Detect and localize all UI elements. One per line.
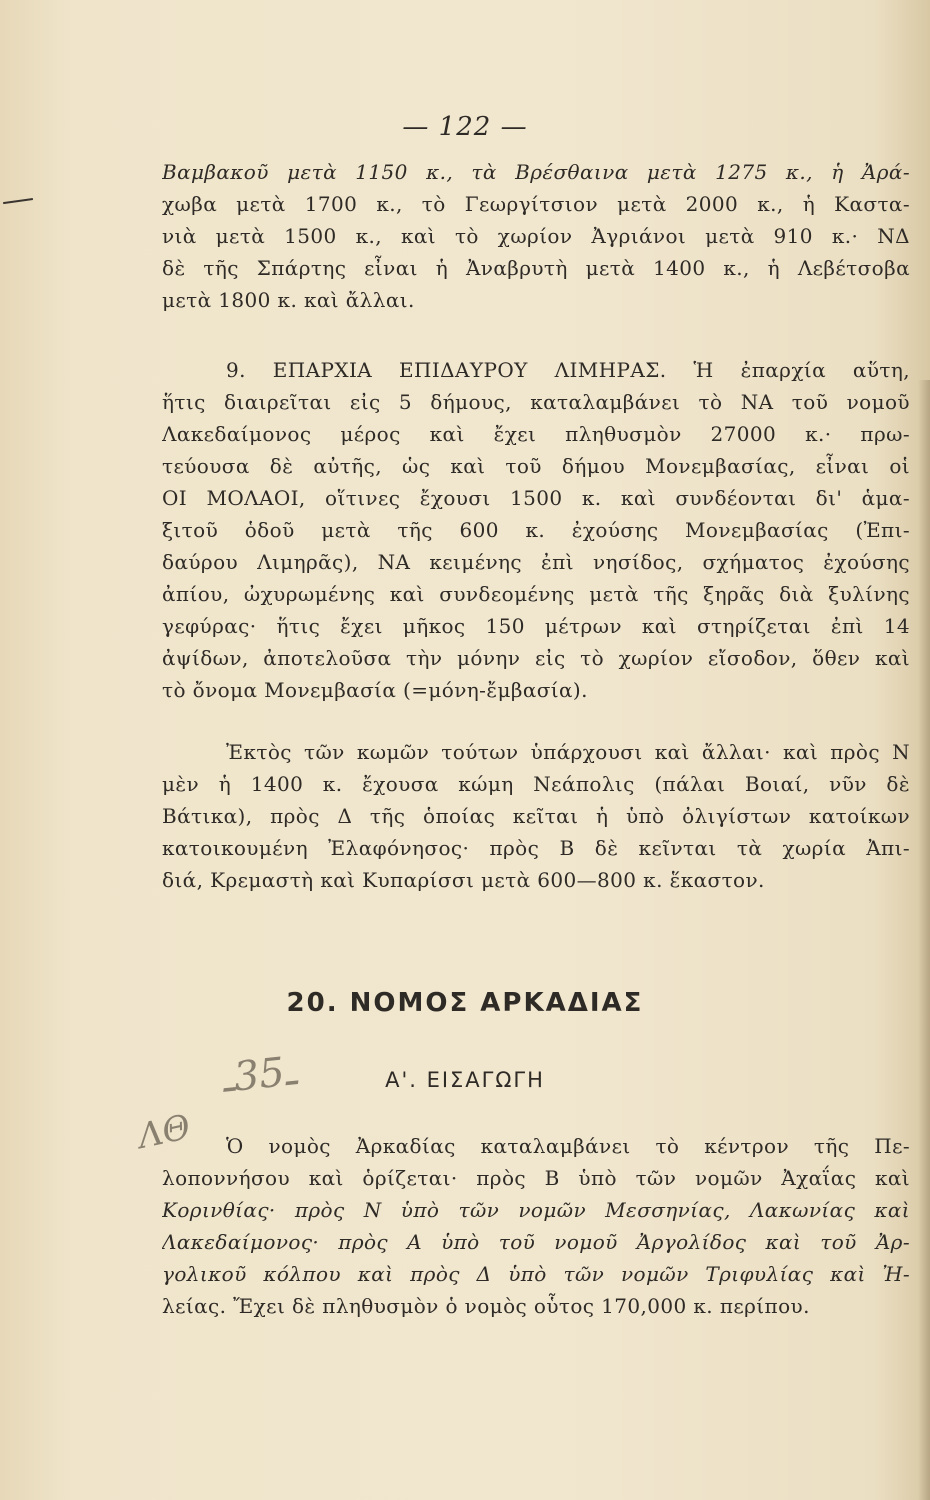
pencil-annotation: ΛΘ bbox=[134, 1106, 195, 1158]
text-line: Λακεδαίμονος· πρὸς Α ὑπὸ τοῦ νομοῦ Ἀργολίδος καὶ τοῦ Ἀρ- bbox=[162, 1230, 910, 1254]
text-line: δὲ τῆς Σπάρτης εἶναι ἡ Ἀναβρυτὴ μετὰ 1400 κ., ἡ Λεβέτσοβα bbox=[162, 256, 910, 280]
text-line: τὸ ὄνομα Μονεμβασία (=μόνη-ἔμβασία). bbox=[162, 678, 588, 702]
text-line: νιὰ μετὰ 1500 κ., καὶ τὸ χωρίον Ἀγριάνοι μετὰ 910 κ.· ΝΔ bbox=[162, 224, 910, 248]
text-line: Λακεδαίμονος μέρος καὶ ἔχει πληθυσμὸν 27000 κ.· πρω- bbox=[162, 422, 910, 446]
text-line: μὲν ἡ 1400 κ. ἔχουσα κώμη Νεάπολις (πάλαι Βοιαί, νῦν δὲ bbox=[162, 772, 910, 796]
text-line: λοποννήσου καὶ ὁρίζεται· πρὸς Β ὑπὸ τῶν νομῶν Ἀχαΐας καὶ bbox=[162, 1166, 910, 1190]
text-line: ἀπίου, ὠχυρωμένης καὶ συνδεομένης μετὰ τῆς ξηρᾶς διὰ ξυλίνης bbox=[162, 582, 910, 606]
text-line: ἀψίδων, ἀποτελοῦσα τὴν μόνην εἰς τὸ χωρίον εἴσοδον, ὅθεν καὶ bbox=[162, 646, 910, 670]
text-line: 9. ΕΠΑΡΧΙΑ ΕΠΙΔΑΥΡΟΥ ΛΙΜΗΡΑΣ. Ἡ ἐπαρχία αὕτη, bbox=[226, 358, 910, 382]
paragraph-3 bbox=[162, 736, 910, 896]
text-line: ξιτοῦ ὁδοῦ μετὰ τῆς 600 κ. ἐχούσης Μονεμβασίας (Ἐπι- bbox=[162, 518, 910, 542]
text-line: Ὁ νομὸς Ἀρκαδίας καταλαμβάνει τὸ κέντρον τῆς Πε- bbox=[226, 1134, 910, 1158]
text-line: ἥτις διαιρεῖται εἰς 5 δήμους, καταλαμβάνει τὸ ΝΑ τοῦ νομοῦ bbox=[162, 390, 910, 414]
text-line: τεύουσα δὲ αὐτῆς, ὡς καὶ τοῦ δήμου Μονεμβασίας, εἶναι οἱ bbox=[162, 454, 910, 478]
text-line: δαύρου Λιμηρᾶς), ΝΑ κειμένης ἐπὶ νησίδος, σχήματος ἐχούσης bbox=[162, 550, 910, 574]
pencil-annotation: ـ35ـ bbox=[219, 1048, 299, 1102]
text-line: ΟΙ ΜΟΛΑΟΙ, οἵτινες ἔχουσι 1500 κ. καὶ συνδέονται δι' ἁμα- bbox=[162, 486, 910, 510]
page-number: — 122 — bbox=[402, 112, 528, 142]
text-line: Βάτικα), πρὸς Δ τῆς ὁποίας κεῖται ἡ ὑπὸ ὀλιγίστων κατοίκων bbox=[162, 804, 910, 828]
page-edge-shadow bbox=[918, 380, 930, 1500]
paragraph-1 bbox=[162, 156, 910, 316]
text-line: Βαμβακοῦ μετὰ 1150 κ., τὰ Βρέσθαινα μετὰ 1275 κ., ἡ Ἀρά- bbox=[162, 160, 910, 184]
text-line: γεφύρας· ἥτις ἔχει μῆκος 150 μέτρων καὶ στηρίζεται ἐπὶ 14 bbox=[162, 614, 910, 638]
text-line: χωβα μετὰ 1700 κ., τὸ Γεωργίτσιον μετὰ 2000 κ., ἡ Καστα- bbox=[162, 192, 910, 216]
section-subheading: Α'. ΕΙΣΑΓΩΓΗ bbox=[385, 1068, 545, 1092]
text-line: λείας. Ἔχει δὲ πληθυσμὸν ὁ νομὸς οὗτος 170,000 κ. περίπου. bbox=[162, 1294, 810, 1318]
section-heading: 20. ΝΟΜΟΣ ΑΡΚΑΔΙΑΣ bbox=[286, 988, 644, 1018]
paragraph-2 bbox=[162, 354, 910, 706]
text-line: Ἐκτὸς τῶν κωμῶν τούτων ὑπάρχουσι καὶ ἄλλαι· καὶ πρὸς Ν bbox=[226, 740, 910, 764]
text-line: μετὰ 1800 κ. καὶ ἄλλαι. bbox=[162, 288, 415, 312]
text-line: διά, Κρεμαστὴ καὶ Κυπαρίσσι μετὰ 600—800 κ. ἕκαστον. bbox=[162, 868, 765, 892]
text-line: γολικοῦ κόλπου καὶ πρὸς Δ ὑπὸ τῶν νομῶν Τριφυλίας καὶ Ἠ- bbox=[162, 1262, 910, 1286]
text-line: Κορινθίας· πρὸς Ν ὑπὸ τῶν νομῶν Μεσσηνίας, Λακωνίας καὶ bbox=[162, 1198, 910, 1222]
text-line: κατοικουμένη Ἐλαφόνησος· πρὸς Β δὲ κεῖνται τὰ χωρία Ἀπι- bbox=[162, 836, 910, 860]
paragraph-4 bbox=[162, 1130, 910, 1322]
